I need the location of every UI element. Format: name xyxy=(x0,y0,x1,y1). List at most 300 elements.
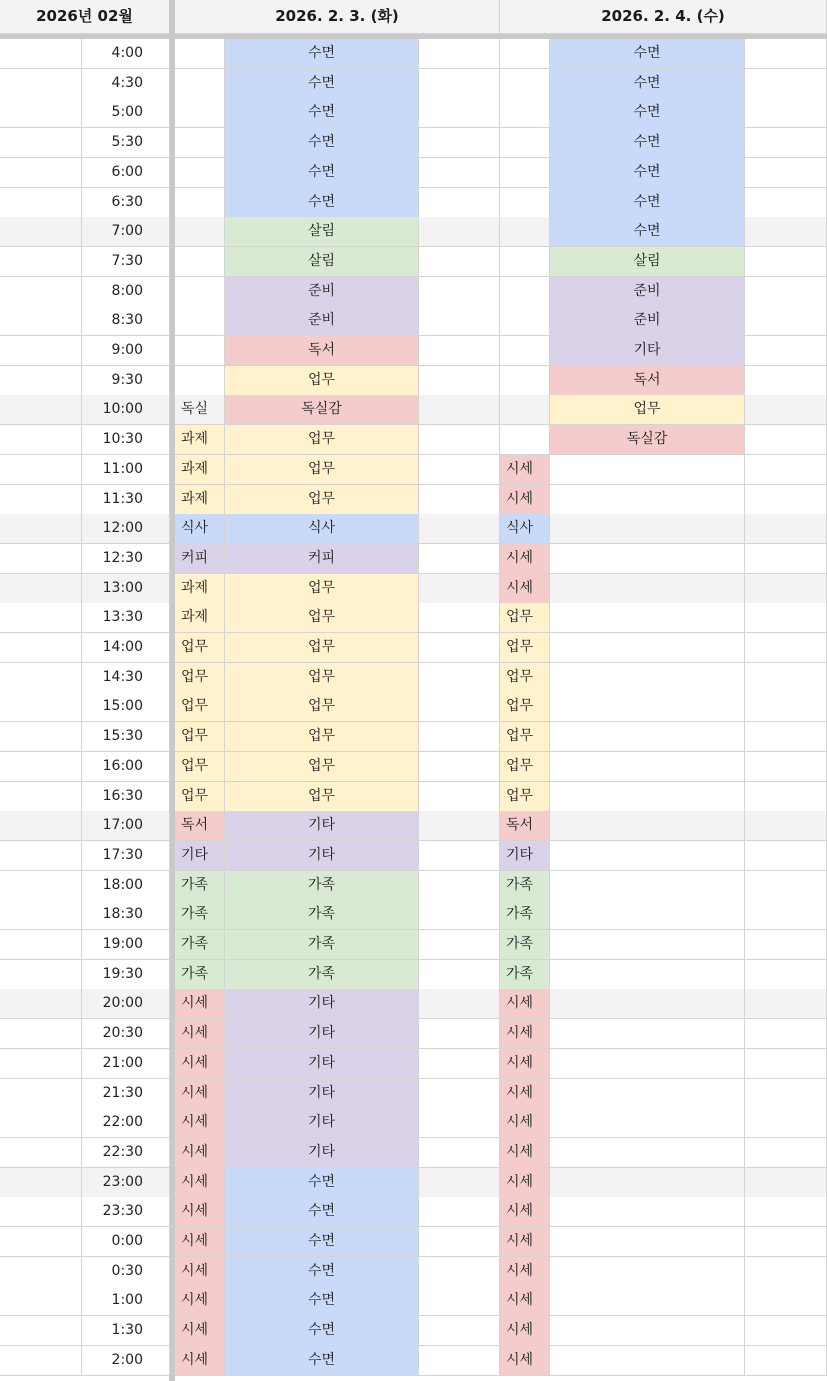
day-wed-sub-cell[interactable]: 시세 xyxy=(500,574,550,604)
day-wed-sub-cell[interactable]: 시세 xyxy=(500,485,550,515)
day-tue-empty-cell[interactable] xyxy=(419,752,500,782)
day-wed-empty-cell[interactable] xyxy=(745,1346,827,1376)
day-wed-main-cell[interactable] xyxy=(550,722,745,752)
day-wed-sub-cell[interactable]: 시세 xyxy=(500,1079,550,1109)
time-label[interactable]: 22:30 xyxy=(82,1138,170,1168)
day-tue-sub-cell[interactable]: 시세 xyxy=(175,1346,225,1376)
day-tue-sub-cell[interactable] xyxy=(175,98,225,128)
day-wed-sub-cell[interactable] xyxy=(500,247,550,277)
day-wed-sub-cell[interactable]: 가족 xyxy=(500,960,550,990)
time-label[interactable]: 11:30 xyxy=(82,485,170,515)
day-wed-empty-cell[interactable] xyxy=(745,485,827,515)
time-label[interactable]: 16:00 xyxy=(82,752,170,782)
time-label[interactable]: 12:30 xyxy=(82,544,170,574)
day-tue-empty-cell[interactable] xyxy=(419,930,500,960)
day-wed-empty-cell[interactable] xyxy=(745,158,827,188)
day-tue-main-cell[interactable]: 수면 xyxy=(225,128,419,158)
day-wed-main-cell[interactable]: 수면 xyxy=(550,158,745,188)
day-tue-main-cell[interactable]: 독실감 xyxy=(225,395,419,425)
day-wed-sub-cell[interactable]: 업무 xyxy=(500,752,550,782)
day-wed-main-cell[interactable] xyxy=(550,1227,745,1257)
day-tue-empty-cell[interactable] xyxy=(419,574,500,604)
time-label[interactable]: 18:30 xyxy=(82,900,170,930)
day-tue-empty-cell[interactable] xyxy=(419,336,500,366)
day-tue-empty-cell[interactable] xyxy=(419,1286,500,1316)
time-label[interactable]: 4:00 xyxy=(82,39,170,69)
day-wed-main-cell[interactable]: 살림 xyxy=(550,247,745,277)
day-tue-main-cell[interactable]: 식사 xyxy=(225,514,419,544)
row-blank-cell[interactable] xyxy=(0,1079,82,1109)
day-tue-main-cell[interactable]: 수면 xyxy=(225,188,419,218)
day-wed-sub-cell[interactable] xyxy=(500,425,550,455)
day-tue-sub-cell[interactable] xyxy=(175,69,225,99)
day-wed-main-cell[interactable] xyxy=(550,989,745,1019)
day-wed-empty-cell[interactable] xyxy=(745,930,827,960)
day-tue-main-cell[interactable]: 가족 xyxy=(225,960,419,990)
day-wed-main-cell[interactable]: 업무 xyxy=(550,395,745,425)
day-tue-main-cell[interactable]: 업무 xyxy=(225,455,419,485)
day-wed-empty-cell[interactable] xyxy=(745,277,827,307)
day-wed-main-cell[interactable] xyxy=(550,1257,745,1287)
day-tue-main-cell[interactable]: 가족 xyxy=(225,871,419,901)
day-tue-empty-cell[interactable] xyxy=(419,633,500,663)
day-wed-sub-cell[interactable] xyxy=(500,69,550,99)
row-blank-cell[interactable] xyxy=(0,1257,82,1287)
row-blank-cell[interactable] xyxy=(0,782,82,812)
time-label[interactable]: 23:30 xyxy=(82,1197,170,1227)
day-tue-sub-cell[interactable] xyxy=(175,247,225,277)
day-tue-empty-cell[interactable] xyxy=(419,1316,500,1346)
day-tue-empty-cell[interactable] xyxy=(419,1079,500,1109)
time-label[interactable]: 20:30 xyxy=(82,1019,170,1049)
row-blank-cell[interactable] xyxy=(0,1138,82,1168)
day-wed-sub-cell[interactable]: 업무 xyxy=(500,782,550,812)
day-wed-sub-cell[interactable] xyxy=(500,395,550,425)
day-tue-empty-cell[interactable] xyxy=(419,217,500,247)
day-wed-main-cell[interactable] xyxy=(550,900,745,930)
day-tue-sub-cell[interactable]: 시세 xyxy=(175,1316,225,1346)
day-wed-sub-cell[interactable]: 시세 xyxy=(500,1138,550,1168)
day-tue-empty-cell[interactable] xyxy=(419,722,500,752)
day-tue-empty-cell[interactable] xyxy=(419,603,500,633)
row-blank-cell[interactable] xyxy=(0,930,82,960)
day-tue-sub-cell[interactable]: 업무 xyxy=(175,782,225,812)
time-label[interactable]: 1:00 xyxy=(82,1286,170,1316)
day-tue-main-cell[interactable]: 기타 xyxy=(225,841,419,871)
day-wed-main-cell[interactable]: 수면 xyxy=(550,188,745,218)
day-tue-sub-cell[interactable]: 업무 xyxy=(175,692,225,722)
day-tue-main-cell[interactable]: 기타 xyxy=(225,1108,419,1138)
day-wed-main-cell[interactable] xyxy=(550,1346,745,1376)
day-tue-sub-cell[interactable]: 시세 xyxy=(175,1138,225,1168)
row-blank-cell[interactable] xyxy=(0,663,82,693)
day-tue-main-cell[interactable]: 기타 xyxy=(225,989,419,1019)
day-tue-empty-cell[interactable] xyxy=(419,1346,500,1376)
header-month[interactable]: 2026년 02월 xyxy=(0,0,170,34)
day-tue-main-cell[interactable]: 가족 xyxy=(225,900,419,930)
day-tue-sub-cell[interactable]: 시세 xyxy=(175,1227,225,1257)
day-tue-empty-cell[interactable] xyxy=(419,98,500,128)
day-tue-main-cell[interactable]: 업무 xyxy=(225,574,419,604)
day-wed-empty-cell[interactable] xyxy=(745,633,827,663)
day-wed-sub-cell[interactable]: 가족 xyxy=(500,900,550,930)
day-wed-empty-cell[interactable] xyxy=(745,544,827,574)
day-tue-empty-cell[interactable] xyxy=(419,960,500,990)
day-wed-main-cell[interactable]: 수면 xyxy=(550,39,745,69)
day-tue-sub-cell[interactable]: 독실 xyxy=(175,395,225,425)
day-wed-main-cell[interactable] xyxy=(550,485,745,515)
time-label[interactable]: 0:00 xyxy=(82,1227,170,1257)
day-tue-empty-cell[interactable] xyxy=(419,1049,500,1079)
day-wed-empty-cell[interactable] xyxy=(745,217,827,247)
time-label[interactable]: 21:00 xyxy=(82,1049,170,1079)
day-tue-main-cell[interactable]: 수면 xyxy=(225,69,419,99)
time-label[interactable]: 15:30 xyxy=(82,722,170,752)
row-blank-cell[interactable] xyxy=(0,1168,82,1198)
day-wed-empty-cell[interactable] xyxy=(745,39,827,69)
day-tue-sub-cell[interactable]: 식사 xyxy=(175,514,225,544)
day-tue-sub-cell[interactable]: 업무 xyxy=(175,633,225,663)
day-wed-empty-cell[interactable] xyxy=(745,1079,827,1109)
day-tue-empty-cell[interactable] xyxy=(419,69,500,99)
day-tue-sub-cell[interactable]: 과제 xyxy=(175,425,225,455)
day-wed-empty-cell[interactable] xyxy=(745,1197,827,1227)
day-wed-empty-cell[interactable] xyxy=(745,69,827,99)
time-label[interactable]: 14:30 xyxy=(82,663,170,693)
day-wed-sub-cell[interactable]: 기타 xyxy=(500,841,550,871)
time-label[interactable]: 10:30 xyxy=(82,425,170,455)
time-label[interactable]: 17:00 xyxy=(82,811,170,841)
day-wed-sub-cell[interactable]: 시세 xyxy=(500,989,550,1019)
row-blank-cell[interactable] xyxy=(0,603,82,633)
day-wed-empty-cell[interactable] xyxy=(745,722,827,752)
day-wed-empty-cell[interactable] xyxy=(745,366,827,396)
row-blank-cell[interactable] xyxy=(0,277,82,307)
day-wed-sub-cell[interactable]: 가족 xyxy=(500,930,550,960)
day-tue-sub-cell[interactable]: 시세 xyxy=(175,1108,225,1138)
day-tue-main-cell[interactable]: 기타 xyxy=(225,1079,419,1109)
day-wed-sub-cell[interactable]: 시세 xyxy=(500,1286,550,1316)
day-tue-sub-cell[interactable]: 과제 xyxy=(175,574,225,604)
day-wed-sub-cell[interactable]: 시세 xyxy=(500,455,550,485)
day-tue-empty-cell[interactable] xyxy=(419,692,500,722)
day-tue-sub-cell[interactable] xyxy=(175,306,225,336)
day-wed-main-cell[interactable] xyxy=(550,1168,745,1198)
day-tue-empty-cell[interactable] xyxy=(419,989,500,1019)
day-wed-main-cell[interactable] xyxy=(550,1138,745,1168)
day-tue-main-cell[interactable]: 수면 xyxy=(225,1168,419,1198)
day-wed-empty-cell[interactable] xyxy=(745,1019,827,1049)
time-label[interactable]: 11:00 xyxy=(82,455,170,485)
day-tue-empty-cell[interactable] xyxy=(419,366,500,396)
day-wed-sub-cell[interactable]: 시세 xyxy=(500,1346,550,1376)
day-tue-main-cell[interactable]: 업무 xyxy=(225,603,419,633)
row-blank-cell[interactable] xyxy=(0,1346,82,1376)
day-tue-main-cell[interactable]: 업무 xyxy=(225,692,419,722)
day-wed-empty-cell[interactable] xyxy=(745,1108,827,1138)
day-wed-sub-cell[interactable]: 업무 xyxy=(500,633,550,663)
row-blank-cell[interactable] xyxy=(0,455,82,485)
day-wed-empty-cell[interactable] xyxy=(745,336,827,366)
day-wed-main-cell[interactable] xyxy=(550,1049,745,1079)
row-blank-cell[interactable] xyxy=(0,306,82,336)
day-tue-empty-cell[interactable] xyxy=(419,1019,500,1049)
day-wed-empty-cell[interactable] xyxy=(745,455,827,485)
time-label[interactable]: 5:30 xyxy=(82,128,170,158)
day-wed-main-cell[interactable] xyxy=(550,574,745,604)
day-wed-main-cell[interactable] xyxy=(550,544,745,574)
day-wed-empty-cell[interactable] xyxy=(745,782,827,812)
day-wed-main-cell[interactable] xyxy=(550,663,745,693)
day-wed-empty-cell[interactable] xyxy=(745,128,827,158)
day-wed-empty-cell[interactable] xyxy=(745,1168,827,1198)
day-tue-sub-cell[interactable]: 과제 xyxy=(175,485,225,515)
time-label[interactable]: 6:00 xyxy=(82,158,170,188)
time-label[interactable]: 9:30 xyxy=(82,366,170,396)
time-label[interactable]: 7:00 xyxy=(82,217,170,247)
row-blank-cell[interactable] xyxy=(0,841,82,871)
day-tue-empty-cell[interactable] xyxy=(419,544,500,574)
row-blank-cell[interactable] xyxy=(0,128,82,158)
row-blank-cell[interactable] xyxy=(0,1019,82,1049)
day-wed-main-cell[interactable] xyxy=(550,692,745,722)
day-tue-sub-cell[interactable]: 시세 xyxy=(175,989,225,1019)
day-tue-main-cell[interactable]: 수면 xyxy=(225,1197,419,1227)
row-blank-cell[interactable] xyxy=(0,217,82,247)
day-wed-main-cell[interactable] xyxy=(550,811,745,841)
day-tue-main-cell[interactable]: 기타 xyxy=(225,1138,419,1168)
day-wed-main-cell[interactable] xyxy=(550,1108,745,1138)
day-tue-sub-cell[interactable] xyxy=(175,217,225,247)
day-wed-main-cell[interactable]: 독서 xyxy=(550,366,745,396)
day-tue-empty-cell[interactable] xyxy=(419,1138,500,1168)
day-tue-main-cell[interactable]: 수면 xyxy=(225,1257,419,1287)
day-wed-main-cell[interactable] xyxy=(550,871,745,901)
day-tue-main-cell[interactable]: 업무 xyxy=(225,663,419,693)
time-label[interactable]: 4:30 xyxy=(82,69,170,99)
day-wed-empty-cell[interactable] xyxy=(745,1257,827,1287)
day-tue-main-cell[interactable]: 기타 xyxy=(225,1019,419,1049)
day-tue-main-cell[interactable]: 업무 xyxy=(225,485,419,515)
day-tue-main-cell[interactable]: 준비 xyxy=(225,277,419,307)
day-tue-empty-cell[interactable] xyxy=(419,188,500,218)
day-tue-sub-cell[interactable] xyxy=(175,39,225,69)
day-wed-sub-cell[interactable]: 업무 xyxy=(500,722,550,752)
day-wed-main-cell[interactable]: 수면 xyxy=(550,98,745,128)
day-wed-empty-cell[interactable] xyxy=(745,574,827,604)
day-wed-main-cell[interactable]: 수면 xyxy=(550,217,745,247)
day-wed-main-cell[interactable] xyxy=(550,603,745,633)
time-label[interactable]: 9:00 xyxy=(82,336,170,366)
day-wed-empty-cell[interactable] xyxy=(745,188,827,218)
day-tue-main-cell[interactable]: 업무 xyxy=(225,425,419,455)
time-label[interactable]: 6:30 xyxy=(82,188,170,218)
time-label[interactable]: 22:00 xyxy=(82,1108,170,1138)
day-tue-main-cell[interactable]: 수면 xyxy=(225,158,419,188)
row-blank-cell[interactable] xyxy=(0,158,82,188)
day-tue-sub-cell[interactable] xyxy=(175,128,225,158)
day-wed-sub-cell[interactable] xyxy=(500,158,550,188)
day-tue-sub-cell[interactable] xyxy=(175,366,225,396)
day-tue-main-cell[interactable]: 수면 xyxy=(225,39,419,69)
time-label[interactable]: 1:30 xyxy=(82,1316,170,1346)
day-tue-sub-cell[interactable]: 기타 xyxy=(175,841,225,871)
day-wed-main-cell[interactable] xyxy=(550,1316,745,1346)
row-blank-cell[interactable] xyxy=(0,395,82,425)
day-tue-empty-cell[interactable] xyxy=(419,811,500,841)
day-wed-main-cell[interactable]: 준비 xyxy=(550,277,745,307)
row-blank-cell[interactable] xyxy=(0,811,82,841)
row-blank-cell[interactable] xyxy=(0,633,82,663)
day-tue-empty-cell[interactable] xyxy=(419,247,500,277)
day-tue-main-cell[interactable]: 수면 xyxy=(225,1346,419,1376)
time-label[interactable]: 7:30 xyxy=(82,247,170,277)
day-wed-empty-cell[interactable] xyxy=(745,871,827,901)
row-blank-cell[interactable] xyxy=(0,1049,82,1079)
day-wed-sub-cell[interactable] xyxy=(500,188,550,218)
day-wed-empty-cell[interactable] xyxy=(745,425,827,455)
day-wed-sub-cell[interactable]: 시세 xyxy=(500,1316,550,1346)
time-label[interactable]: 5:00 xyxy=(82,98,170,128)
day-tue-empty-cell[interactable] xyxy=(419,1108,500,1138)
day-tue-sub-cell[interactable]: 가족 xyxy=(175,930,225,960)
day-tue-sub-cell[interactable]: 업무 xyxy=(175,752,225,782)
day-tue-sub-cell[interactable]: 업무 xyxy=(175,722,225,752)
day-tue-empty-cell[interactable] xyxy=(419,871,500,901)
day-tue-empty-cell[interactable] xyxy=(419,1197,500,1227)
row-blank-cell[interactable] xyxy=(0,98,82,128)
row-blank-cell[interactable] xyxy=(0,574,82,604)
day-tue-sub-cell[interactable] xyxy=(175,277,225,307)
day-wed-main-cell[interactable] xyxy=(550,930,745,960)
day-tue-sub-cell[interactable]: 시세 xyxy=(175,1257,225,1287)
day-wed-main-cell[interactable]: 독실감 xyxy=(550,425,745,455)
time-label[interactable]: 10:00 xyxy=(82,395,170,425)
day-wed-main-cell[interactable] xyxy=(550,1286,745,1316)
day-tue-main-cell[interactable]: 업무 xyxy=(225,633,419,663)
day-wed-sub-cell[interactable] xyxy=(500,336,550,366)
day-wed-sub-cell[interactable]: 시세 xyxy=(500,1049,550,1079)
row-blank-cell[interactable] xyxy=(0,485,82,515)
day-tue-main-cell[interactable]: 준비 xyxy=(225,306,419,336)
day-tue-sub-cell[interactable]: 시세 xyxy=(175,1286,225,1316)
day-tue-main-cell[interactable]: 기타 xyxy=(225,1049,419,1079)
day-wed-sub-cell[interactable]: 식사 xyxy=(500,514,550,544)
day-tue-empty-cell[interactable] xyxy=(419,128,500,158)
day-tue-empty-cell[interactable] xyxy=(419,663,500,693)
day-wed-main-cell[interactable]: 수면 xyxy=(550,128,745,158)
day-tue-main-cell[interactable]: 살림 xyxy=(225,217,419,247)
row-blank-cell[interactable] xyxy=(0,39,82,69)
time-label[interactable]: 19:30 xyxy=(82,960,170,990)
day-wed-sub-cell[interactable] xyxy=(500,39,550,69)
day-tue-sub-cell[interactable] xyxy=(175,158,225,188)
day-wed-empty-cell[interactable] xyxy=(745,395,827,425)
time-label[interactable]: 18:00 xyxy=(82,871,170,901)
day-wed-sub-cell[interactable] xyxy=(500,366,550,396)
day-wed-sub-cell[interactable]: 업무 xyxy=(500,663,550,693)
time-label[interactable]: 16:30 xyxy=(82,782,170,812)
day-wed-empty-cell[interactable] xyxy=(745,1138,827,1168)
day-wed-sub-cell[interactable]: 업무 xyxy=(500,603,550,633)
day-tue-empty-cell[interactable] xyxy=(419,485,500,515)
row-blank-cell[interactable] xyxy=(0,752,82,782)
time-label[interactable]: 13:30 xyxy=(82,603,170,633)
day-tue-empty-cell[interactable] xyxy=(419,1257,500,1287)
day-tue-main-cell[interactable]: 수면 xyxy=(225,98,419,128)
day-tue-sub-cell[interactable]: 업무 xyxy=(175,663,225,693)
header-day-wed[interactable]: 2026. 2. 4. (수) xyxy=(500,0,827,34)
row-blank-cell[interactable] xyxy=(0,1197,82,1227)
day-tue-sub-cell[interactable]: 독서 xyxy=(175,811,225,841)
day-wed-empty-cell[interactable] xyxy=(745,1227,827,1257)
time-label[interactable]: 17:30 xyxy=(82,841,170,871)
row-blank-cell[interactable] xyxy=(0,425,82,455)
day-wed-sub-cell[interactable]: 시세 xyxy=(500,544,550,574)
row-blank-cell[interactable] xyxy=(0,1316,82,1346)
day-wed-empty-cell[interactable] xyxy=(745,989,827,1019)
row-blank-cell[interactable] xyxy=(0,722,82,752)
day-tue-main-cell[interactable]: 독서 xyxy=(225,336,419,366)
day-tue-empty-cell[interactable] xyxy=(419,158,500,188)
day-wed-empty-cell[interactable] xyxy=(745,692,827,722)
day-wed-empty-cell[interactable] xyxy=(745,752,827,782)
day-tue-main-cell[interactable]: 수면 xyxy=(225,1316,419,1346)
day-wed-main-cell[interactable] xyxy=(550,960,745,990)
time-label[interactable]: 12:00 xyxy=(82,514,170,544)
day-tue-sub-cell[interactable]: 시세 xyxy=(175,1079,225,1109)
row-blank-cell[interactable] xyxy=(0,692,82,722)
day-wed-empty-cell[interactable] xyxy=(745,1286,827,1316)
day-tue-empty-cell[interactable] xyxy=(419,900,500,930)
day-wed-empty-cell[interactable] xyxy=(745,306,827,336)
day-tue-empty-cell[interactable] xyxy=(419,841,500,871)
day-wed-main-cell[interactable] xyxy=(550,752,745,782)
day-tue-sub-cell[interactable]: 가족 xyxy=(175,900,225,930)
day-wed-sub-cell[interactable]: 시세 xyxy=(500,1019,550,1049)
row-blank-cell[interactable] xyxy=(0,1108,82,1138)
day-tue-main-cell[interactable]: 업무 xyxy=(225,782,419,812)
day-wed-sub-cell[interactable]: 시세 xyxy=(500,1257,550,1287)
day-tue-empty-cell[interactable] xyxy=(419,1227,500,1257)
day-tue-sub-cell[interactable] xyxy=(175,336,225,366)
day-wed-sub-cell[interactable] xyxy=(500,98,550,128)
day-wed-sub-cell[interactable]: 업무 xyxy=(500,692,550,722)
day-tue-empty-cell[interactable] xyxy=(419,277,500,307)
day-wed-main-cell[interactable] xyxy=(550,455,745,485)
row-blank-cell[interactable] xyxy=(0,989,82,1019)
day-wed-empty-cell[interactable] xyxy=(745,247,827,277)
day-wed-sub-cell[interactable] xyxy=(500,306,550,336)
day-wed-empty-cell[interactable] xyxy=(745,1316,827,1346)
row-blank-cell[interactable] xyxy=(0,1286,82,1316)
time-label[interactable]: 19:00 xyxy=(82,930,170,960)
time-label[interactable]: 23:00 xyxy=(82,1168,170,1198)
day-tue-main-cell[interactable]: 업무 xyxy=(225,752,419,782)
day-tue-empty-cell[interactable] xyxy=(419,39,500,69)
day-tue-empty-cell[interactable] xyxy=(419,425,500,455)
row-blank-cell[interactable] xyxy=(0,69,82,99)
day-wed-sub-cell[interactable] xyxy=(500,217,550,247)
row-blank-cell[interactable] xyxy=(0,336,82,366)
day-wed-empty-cell[interactable] xyxy=(745,841,827,871)
day-wed-empty-cell[interactable] xyxy=(745,603,827,633)
day-wed-main-cell[interactable] xyxy=(550,1197,745,1227)
day-tue-sub-cell[interactable]: 가족 xyxy=(175,871,225,901)
day-tue-main-cell[interactable]: 가족 xyxy=(225,930,419,960)
time-label[interactable]: 8:00 xyxy=(82,277,170,307)
day-wed-empty-cell[interactable] xyxy=(745,1049,827,1079)
